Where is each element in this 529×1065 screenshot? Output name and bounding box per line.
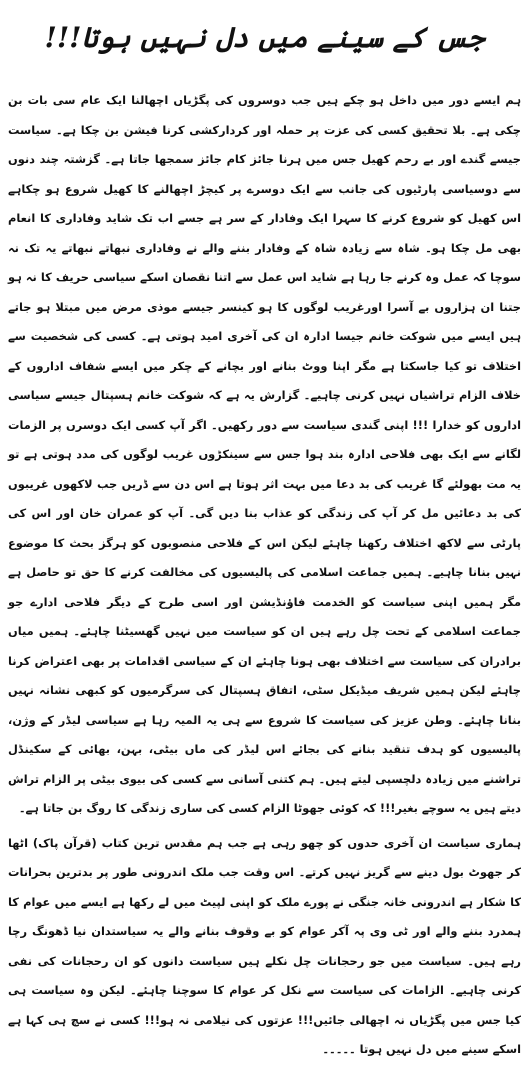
article-paragraph-1: ہم ایسے دور میں داخل ہو چکے ہیں جب دوسروں کی پگڑیاں اچھالنا ایک عام سی بات بن چکی ہے۔ بلا تحقیق کسی کی عزت پر حملہ اور کردارکشی کرنا فیشن بن چکا ہے۔ سیاست جیسے گندے اور بے رحم کھیل جس میں ہرنا جائز کام جائز سمجھا جاتا ہے۔ گزشتہ چند دنوں سے دوسیاسی پارٹیوں کی جانب سے ایک دوسرے پر کیچڑ اچھالنے کا کھیل شروع ہو چکاہے اس کھیل کو شروع کرنے کا سہرا ایک وفادار کے سر ہے جسے اب تک شاید وفاداری کا انعام بھی مل چکا ہو۔ شاہ سے زیادہ شاہ کے وفادار بننے والے نے وفاداری نبھاتے نبھاتے یہ تک نہ سوچا کہ عمل وہ کرنے جا رہا ہے شاید اس عمل سے اتنا نقصان اسکے سیاسی حریف کا نہ ہو جتنا ان ہزاروں بے آسرا اورغریب لوگوں کا ہو کینسر جیسے موذی مرض میں مبتلا ہو جاتے ہیں ایسے میں شوکت خانم جیسا ادارہ ان کی آخری امید ہوتی ہے۔ کسی کی شخصیت سے اختلاف تو کیا جاسکتا ہے مگر اپنا ووٹ بنانے اور بچانے کے چکر میں ایسے شفاف اداروں کے خلاف الزام تراشیاں نہیں کرنی چاہیے۔ گزارش یہ ہے کہ شوکت خانم ہسپتال جیسے سیاسی اداروں کو خدارا !!! اپنی گندی سیاست سے دور رکھیں۔ اگر آپ کسی ایک دوسرں پر الزمات لگانے سے ایک بھی فلاحی ادارہ بند ہوا جس سے سینکڑوں غریب لوگوں کی مدد ہوتی ہے تو یہ مت بھولئے گا غریب کی بد دعا میں بہت اثر ہوتا ہے اس دن سے ڈریں جب لاکھوں غریبوں کی بد دعائیں مل کر آپ کی زندگی کو عذاب بنا دیں گی۔ آپ کو عمران خان اور اس کی پارٹی سے لاکھ اختلاف رکھنا چاہئے لیکن اس کے فلاحی منصوبوں کو ہرگز بحث کا موضوع نہیں بنانا چاہیے۔ ہمیں جماعت اسلامی کی پالیسیوں کی مخالفت کرنے کا حق تو حاصل ہے مگر ہمیں اپنی سیاست کو الخدمت فاؤنڈیشن اور اسی طرح کے دیگر فلاحی ادارے جو جماعت اسلامی کے تحت چل رہے ہیں ان کو سیاست میں نہیں گھسیٹنا چاہئے۔ ہمیں میاں برادران کی سیاست سے اختلاف بھی ہونا چاہئے ان کے سیاسی اقدامات پر بھی اعتراض کرنا چاہئے لیکن ہمیں شریف میڈیکل سٹی، اتفاق ہسپتال کی سرگرمیوں کو کبھی نشانہ نہیں بنانا چاہئے۔ وطن عزیز کی سیاست کا شروع سے ہی یہ المیہ رہا ہے سیاسی لیڈر کے وژن، پالیسیوں کو ہدف تنقید بنانے کی بجائے اس لیڈر کی ماں بیٹی، بہن، بھائی کے سکینڈل تراشنے میں زیادہ دلچسپی لیتے ہیں۔ ہم کتنی آسانی سے کسی کی بیوی بیٹی پر الزام تراش دیتے ہیں یہ سوچے بغیر!!! کہ کوئی جھوٹا الزام کسی کی ساری زندگی کا روگ بن جاتا ہے۔ [8,93,521,815]
article-paragraph-2: ہماری سیاست ان آخری حدوں کو چھو رہی ہے جب ہم مقدس ترین کتاب (قرآن پاک) اٹھا کر جھوٹ بول دینے سے گریز نہیں کرتے۔ اس وقت جب ملک اندرونی طور پر بدترین بحرانات کا شکار ہے اندرونی خانہ جنگی نے پورے ملک کو اپنی لپیٹ میں لے رکھا ہے ایسے میں عوام کا ہمدرد بننے والے اور ٹی وی پہ آکر عوام کو بے وقوف بنانے والے یہ سیاستدان نیا ڈھونگ رچا رہے ہیں۔ سیاست میں جو رحجانات چل نکلے ہیں سیاست دانوں کو ان رحجانات کی نفی کرنی چاہیے۔ الزامات کی سیاست سے نکل کر عوام کا سوچنا چاہئے۔ لیکن وہ سیاست ہی کیا جس میں پگڑیاں نہ اچھالی جائیں!!! عزتوں کی نیلامی نہ ہو!!! کسی نے سچ ہی کہا ہے اسکے سینے میں دل نہیں ہوتا ۔۔۔۔۔ [8,835,521,1056]
article-title: جس کے سینے میں دل نہیں ہوتا!!! [44,21,485,54]
